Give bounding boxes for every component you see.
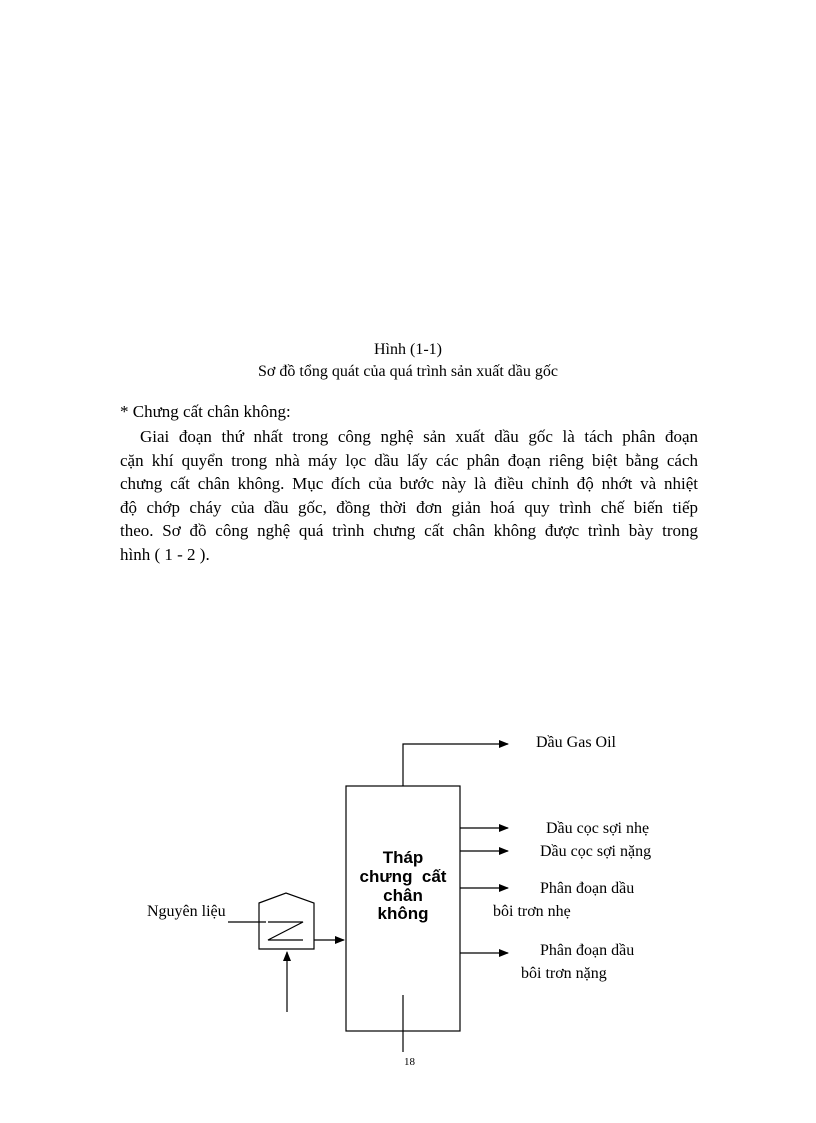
light-lube-label-line1: Phân đoạn dầu	[540, 880, 635, 897]
paragraph-line: hình ( 1 - 2 ).	[120, 544, 210, 564]
light-lube-label-line2: bôi trơn nhẹ	[493, 903, 571, 920]
paragraph-line: theo. Sơ đồ công nghệ quá trình chưng cất chân không được trình bày trong	[120, 521, 698, 540]
tower-label-line: chân	[383, 886, 423, 905]
paragraph-line: Giai đoạn thứ nhất trong công nghệ sản xuất dầu gốc là tách phân đoạn	[140, 427, 698, 446]
feed-label: Nguyên liệu	[147, 903, 226, 920]
section-heading: * Chưng cất chân không:	[120, 402, 291, 421]
paragraph-line: cặn khí quyển trong nhà máy lọc dầu lấy các phân đoạn riêng biệt bằng cách	[120, 450, 698, 470]
tower-label-line: chưng cất	[359, 867, 447, 886]
tower-label-line: Tháp	[382, 848, 424, 867]
paragraph-line: độ chớp cháy của dầu gốc, đồng thời đơn giản hoá quy trình chế biến tiếp	[120, 497, 698, 517]
heavy-lube-label-line1: Phân đoạn dầu	[540, 942, 635, 959]
page-number: 18	[404, 1056, 415, 1068]
gas-oil-outlet	[403, 744, 508, 786]
tower-label-line: không	[377, 904, 429, 923]
light-spindle-oil-label: Dầu cọc sợi nhẹ	[546, 820, 650, 837]
heavy-lube-label-line2: bôi trơn nặng	[521, 965, 607, 982]
figure-number: Hình (1-1)	[374, 341, 442, 358]
paragraph-line: chưng cất chân không. Mục đích của bước này là điều chỉnh độ nhớt và nhiệt	[120, 474, 698, 493]
gas-oil-label: Dầu Gas Oil	[536, 734, 616, 751]
furnace-coil	[268, 922, 303, 940]
figure-title: Sơ đồ tổng quát của quá trình sản xuất dầu gốc	[258, 363, 558, 380]
heavy-spindle-oil-label: Dầu cọc sợi nặng	[540, 843, 652, 860]
